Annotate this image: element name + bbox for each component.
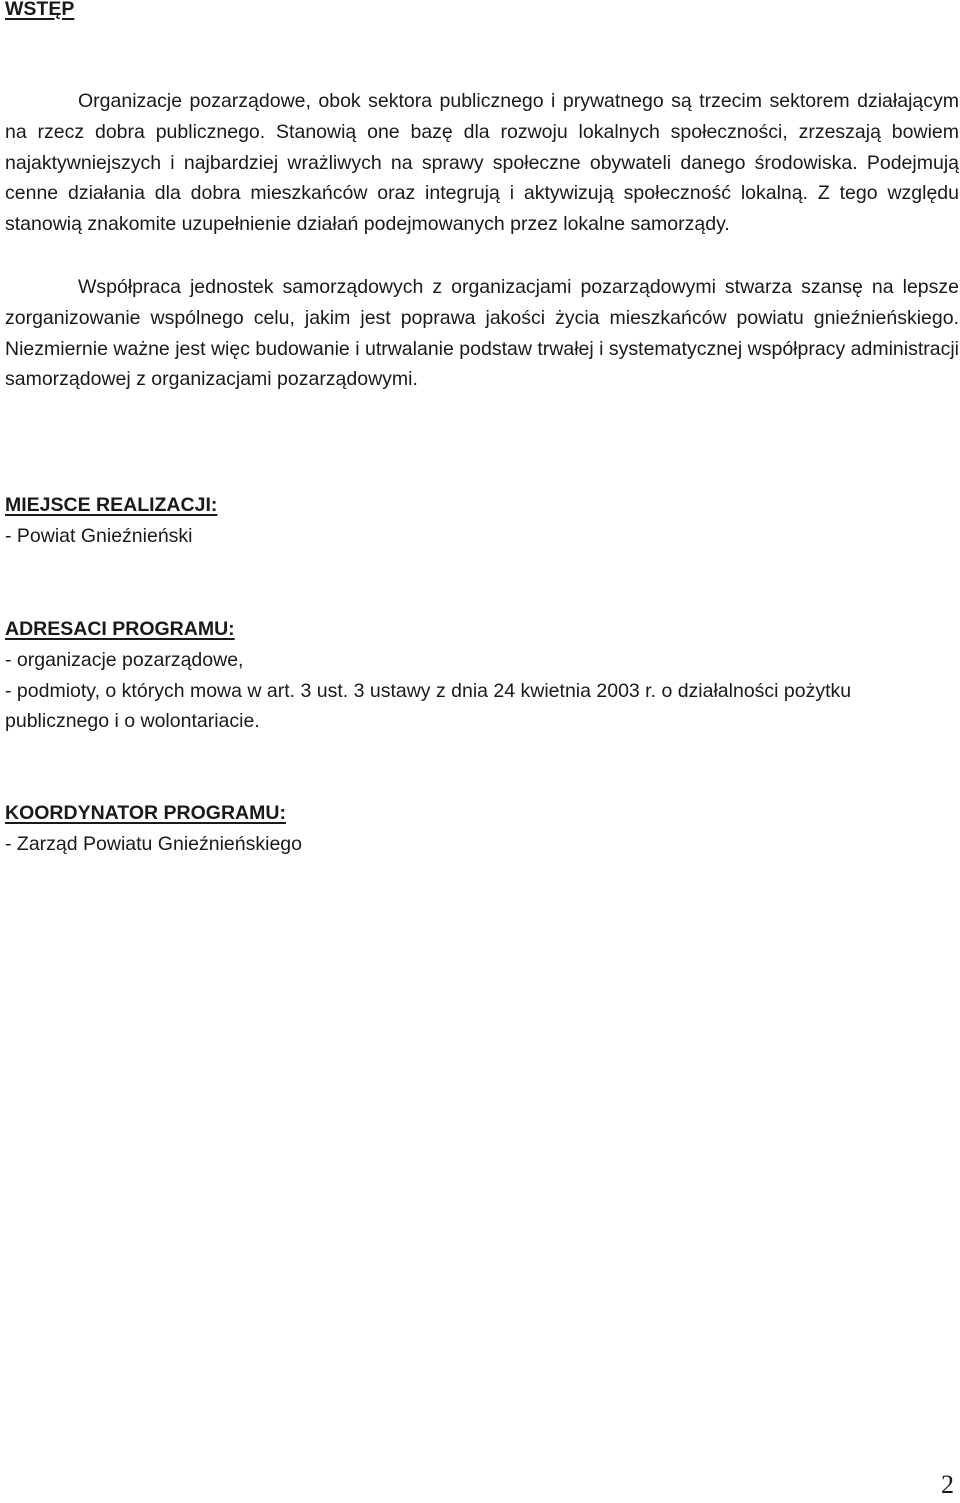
section-heading-intro: WSTĘP [5, 0, 75, 20]
section-place [5, 490, 959, 552]
section-heading-place: MIEJSCE REALIZACJI: [5, 494, 218, 516]
intro-paragraph-1: Organizacje pozarządowe, obok sektora publicznego i prywatnego są trzecim sektorem działającym na rzecz dobra publicznego. Stanowią one bazę dla rozwoju lokalnych społeczności, zrzeszają bowiem najaktywniejszych i najbardziej wrażliwych na sprawy społeczne obywateli danego środowiska. Podejmują cenne działania dla dobra mieszkańców oraz integrują i aktywizują społeczność lokalną. Z tego względu stanowią znakomite uzupełnienie działań podejmowanych przez lokalne samorządy. [5, 90, 959, 236]
section-heading-recipients: ADRESACI PROGRAMU: [5, 618, 235, 640]
coordinator-item: - Zarząd Powiatu Gnieźnieńskiego [5, 832, 302, 855]
section-recipients [5, 614, 959, 737]
place-item: - Powiat Gnieźnieński [5, 524, 193, 547]
intro-paragraph-2: Współpraca jednostek samorządowych z organizacjami pozarządowymi stwarza szansę na lepsze zorganizowanie wspólnego celu, jakim jest poprawa jakości życia mieszkańców powiatu gnieźnieńskiego. Niezmiernie ważne jest więc budowanie i utrwalanie podstaw trwałej i systematycznej współpracy administracji samorządowej z organizacjami pozarządowymi. [5, 276, 959, 391]
page-number: 2 [941, 1470, 954, 1499]
section-coordinator [5, 798, 959, 860]
section-heading-coordinator: KOORDYNATOR PROGRAMU: [5, 802, 286, 824]
recipients-item: - podmioty, o których mowa w art. 3 ust. 3 ustawy z dnia 24 kwietnia 2003 r. o działalności pożytku publicznego i o wolontariacie. [5, 679, 852, 733]
recipients-item: - organizacje pozarządowe, [5, 648, 244, 671]
